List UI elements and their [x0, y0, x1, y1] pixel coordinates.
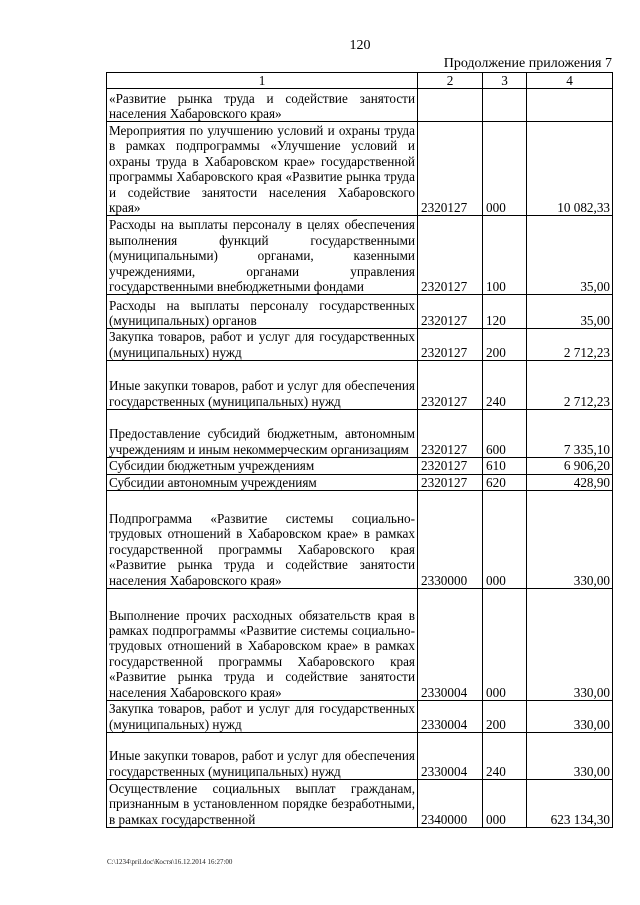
row-name: Предоставление субсидий бюджетным, автономным учреждениям и иным некоммерческим организациям — [107, 410, 418, 458]
row-target-code — [418, 89, 483, 122]
row-expense-type: 120 — [483, 295, 527, 329]
row-amount: 330,00 — [527, 589, 613, 701]
row-target-code: 2330000 — [418, 491, 483, 589]
row-target-code: 2330004 — [418, 701, 483, 733]
row-name: Закупка товаров, работ и услуг для государственных (муниципальных) нужд — [107, 329, 418, 361]
row-target-code: 2320127 — [418, 361, 483, 410]
row-name: Подпрограмма «Развитие системы социально-трудовых отношений в Хабаровском крае» в рамках государственной программы Хабаровского края «Развитие рынка труда и содействие занятости населения Хабаровского края» — [107, 491, 418, 589]
row-target-code: 2320127 — [418, 216, 483, 295]
page-number: 120 — [349, 38, 371, 53]
row-name: Мероприятия по улучшению условий и охраны труда в рамках подпрограммы «Улучшение условий и охраны труда в Хабаровском крае» государственной программы Хабаровского края «Развитие рынка труда и содействие занятости населения Хабаровского края» — [107, 122, 418, 216]
row-amount: 330,00 — [527, 733, 613, 780]
row-expense-type: 000 — [483, 780, 527, 828]
row-target-code: 2320127 — [418, 458, 483, 474]
table-row — [107, 474, 613, 490]
row-expense-type: 000 — [483, 491, 527, 589]
row-amount: 2 712,23 — [527, 361, 613, 410]
appendix-continuation-label: Продолжение приложения 7 — [443, 56, 612, 71]
row-amount: 35,00 — [527, 295, 613, 329]
table-row — [107, 295, 613, 329]
row-amount: 35,00 — [527, 216, 613, 295]
file-path-footer: C:\1234\pril.doc\Костя\16.12.2014 16:27:00 — [107, 858, 233, 866]
table-row — [107, 329, 613, 361]
row-amount: 428,90 — [527, 474, 613, 490]
row-expense-type: 240 — [483, 361, 527, 410]
row-expense-type: 100 — [483, 216, 527, 295]
row-amount: 10 082,33 — [527, 122, 613, 216]
row-target-code: 2320127 — [418, 329, 483, 361]
row-amount: 623 134,30 — [527, 780, 613, 828]
row-target-code: 2330004 — [418, 733, 483, 780]
row-name: Закупка товаров, работ и услуг для государственных (муниципальных) нужд — [107, 701, 418, 733]
table-row — [107, 701, 613, 733]
row-amount: 330,00 — [527, 491, 613, 589]
table-row — [107, 410, 613, 458]
row-expense-type: 000 — [483, 122, 527, 216]
row-expense-type: 200 — [483, 329, 527, 361]
row-name: Осуществление социальных выплат гражданам, признанным в установленном порядке безработными, в рамках государственной — [107, 780, 418, 828]
row-name: Расходы на выплаты персоналу государственных (муниципальных) органов — [107, 295, 418, 329]
row-expense-type: 600 — [483, 410, 527, 458]
row-target-code: 2340000 — [418, 780, 483, 828]
row-expense-type — [483, 89, 527, 122]
row-name: Выполнение прочих расходных обязательств края в рамках подпрограммы «Развитие системы социально-трудовых отношений в Хабаровском крае» в рамках государственной программы Хабаровского края «Развитие рынка труда и содействие занятости населения Хабаровского края» — [107, 589, 418, 701]
row-name: Субсидии автономным учреждениям — [107, 474, 418, 490]
column-number: 4 — [527, 73, 613, 89]
row-amount: 7 335,10 — [527, 410, 613, 458]
row-expense-type: 200 — [483, 701, 527, 733]
column-number-row — [107, 73, 613, 89]
row-amount — [527, 89, 613, 122]
row-expense-type: 000 — [483, 589, 527, 701]
row-name: Иные закупки товаров, работ и услуг для обеспечения государственных (муниципальных) нужд — [107, 733, 418, 780]
row-target-code: 2320127 — [418, 295, 483, 329]
column-number: 3 — [483, 73, 527, 89]
row-name: Субсидии бюджетным учреждениям — [107, 458, 418, 474]
row-expense-type: 240 — [483, 733, 527, 780]
row-target-code: 2320127 — [418, 122, 483, 216]
table-row — [107, 216, 613, 295]
row-expense-type: 610 — [483, 458, 527, 474]
row-amount: 2 712,23 — [527, 329, 613, 361]
table-row — [107, 458, 613, 474]
row-name: Расходы на выплаты персоналу в целях обеспечения выполнения функций государственными (муниципальными) органами, казенными учреждениями, органами управления государственными внебюджетными фондами — [107, 216, 418, 295]
row-target-code: 2330004 — [418, 589, 483, 701]
table-row — [107, 491, 613, 589]
row-target-code: 2320127 — [418, 474, 483, 490]
table-row — [107, 589, 613, 701]
row-expense-type: 620 — [483, 474, 527, 490]
column-number: 1 — [107, 73, 418, 89]
row-target-code: 2320127 — [418, 410, 483, 458]
row-amount: 6 906,20 — [527, 458, 613, 474]
table-row — [107, 122, 613, 216]
table-row — [107, 780, 613, 828]
column-number: 2 — [418, 73, 483, 89]
row-name: Иные закупки товаров, работ и услуг для обеспечения государственных (муниципальных) нужд — [107, 361, 418, 410]
table-row — [107, 361, 613, 410]
row-amount: 330,00 — [527, 701, 613, 733]
table-row — [107, 89, 613, 122]
row-name: «Развитие рынка труда и содействие занятости населения Хабаровского края» — [107, 89, 418, 122]
budget-table — [106, 72, 613, 828]
table-row — [107, 733, 613, 780]
